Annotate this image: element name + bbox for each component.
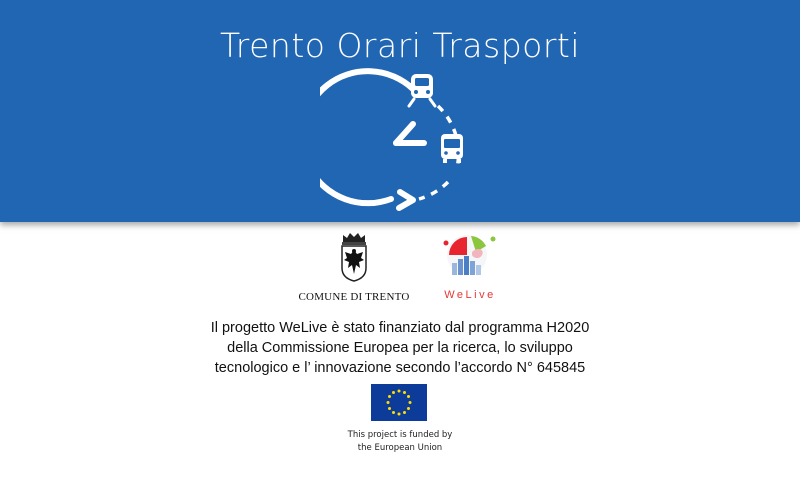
funding-line-1: Il progetto WeLive è stato finanziato dal programma H2020 — [210, 320, 590, 336]
train-icon — [409, 74, 435, 106]
eu-funding-note — [0, 429, 800, 455]
welive-logo-icon — [438, 232, 502, 282]
funding-line-2: della Commissione Europea per la ricerca, lo sviluppo — [227, 340, 573, 356]
eu-note-line-2: the European Union — [357, 443, 443, 453]
clock-train-bus-icon — [320, 68, 480, 216]
bus-icon — [441, 134, 463, 163]
funding-line-3: tecnologico e l’ innovazione secondo l’accordo N° 645845 — [214, 360, 586, 376]
funding-statement — [0, 318, 800, 378]
coat-of-arms-icon — [339, 232, 369, 282]
partner-logos — [0, 232, 800, 312]
welive-logo — [430, 232, 510, 301]
eu-flag-icon — [371, 384, 427, 421]
app-title: Trento Orari Trasporti — [219, 26, 581, 65]
welive-label: WeLive — [444, 289, 496, 301]
eu-note-line-1: This project is funded by — [347, 430, 453, 440]
header-banner — [0, 0, 800, 222]
comune-label: COMUNE DI TRENTO — [298, 291, 410, 303]
comune-di-trento-logo — [298, 232, 410, 303]
